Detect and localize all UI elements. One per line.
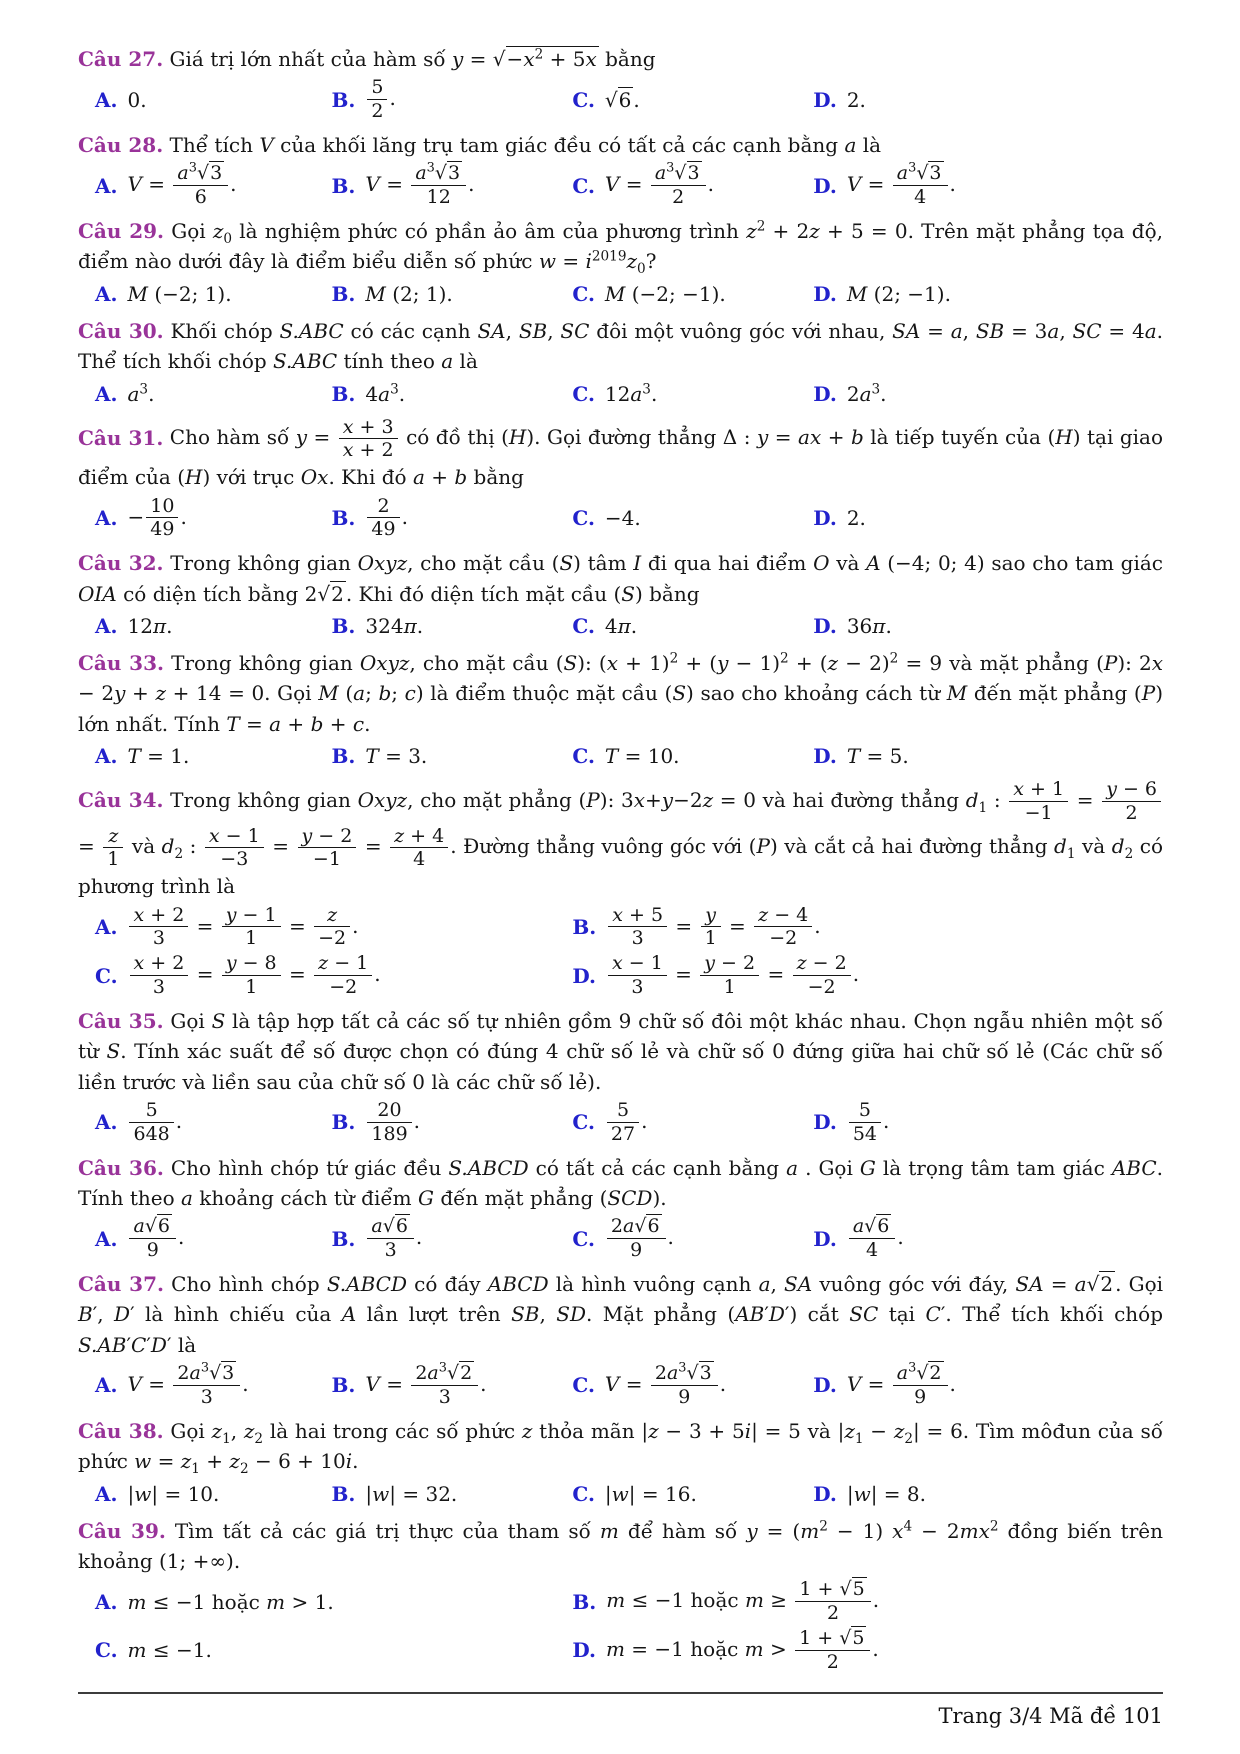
option-letter: B. [331,1373,356,1398]
option-letter: A. [95,914,118,939]
option-A [78,904,555,951]
question-number: Câu 38. [78,1418,164,1443]
question-number: Câu 39. [78,1518,166,1543]
question [78,1269,1163,1409]
option-D [796,1362,1163,1409]
question [78,1006,1163,1146]
option-content: $\frac{x + 2}{3}$ = $\frac{y - 1}{1}$ = $\frac{z}{-2}$ . [127,904,358,951]
option-letter: C. [572,1110,595,1135]
options [78,1099,1163,1146]
option-B [315,379,556,409]
option-content: 0. [127,87,147,112]
option-letter: B. [331,1110,356,1135]
option-C [555,1099,796,1146]
option-letter: C. [572,744,595,769]
page-number-label: Trang 3/4 Mã đề 101 [938,1704,1163,1728]
question-text: Cho hàm số y = $\frac{x + 3}{x + 2}$ có đồ thị (H). Gọi đường thẳng Δ : y = ax + b là tiếp tuyến của (H) tại giao điểm của (H) với trục Ox. Khi đó a + b bằng [78,415,1163,490]
options [78,741,1163,771]
option-letter: C. [572,505,595,530]
option-letter: C. [572,173,595,198]
option-content: 2. [846,87,866,112]
options [78,495,1163,542]
option-letter: A. [95,1226,118,1251]
option-content: M (2; −1). [846,281,951,306]
option-D [796,611,1163,641]
option-A [78,1479,315,1509]
question-text: Thể tích V của khối lăng trụ tam giác đều có tất cả các cạnh bằng a là [163,132,882,157]
option-A [78,611,315,641]
question-number: Câu 34. [78,787,164,812]
option-letter: C. [572,281,595,306]
option-content: M (2; 1). [365,281,453,306]
option-A [78,76,315,123]
question [78,316,1163,409]
option-content: T = 10. [604,744,680,769]
option-content: m ≤ −1. [127,1638,212,1663]
option-content: $12a^3$. [604,380,658,406]
option-content: 324π. [365,613,424,638]
question-body [78,130,1163,160]
option-content: $\frac{2}{49}$ . [365,495,408,542]
question-number: Câu 33. [78,650,164,675]
option-content: $\frac{x + 5}{3}$ = $\frac{y}{1}$ = $\frac{z - 4}{-2}$ . [606,904,820,951]
option-content: √6 . [604,87,640,112]
question-text: Gọi $z_1$, $z_2$ là hai trong các số phức z thỏa mãn |z − 3 + 5i| = 5 và $|z_1 - z_2| = 6$. Tìm môđun của số phức $w = z_1 + z_2 - 6 + 10i$. [78,1418,1163,1478]
option-content: 12π. [127,613,173,638]
option-D [796,76,1163,123]
footer-divider [78,1692,1163,1694]
option-content: $\frac{x + 2}{3}$ = $\frac{y - 8}{1}$ = $\frac{z - 1}{-2}$ . [128,952,381,999]
option-letter: D. [813,381,837,406]
option-letter: A. [95,87,118,112]
options [78,904,1163,999]
option-letter: C. [572,87,595,112]
option-letter: C. [572,1373,595,1398]
option-A [78,379,315,409]
option-C [78,1627,555,1674]
option-letter: B. [331,281,356,306]
option-content: $\frac{5}{54}$ . [847,1099,890,1146]
question-number: Câu 29. [78,218,165,243]
option-content: 36π. [846,613,892,638]
question-text: Gọi $z_0$ là nghiệm phức có phần ảo âm của phương trình $z^2 + 2z + 5 = 0$. Trên mặt phẳng tọa độ, điểm nào dưới đây là điểm biểu diễn số phức $w = i^{2019}z_0$? [78,218,1164,278]
question-number: Câu 30. [78,318,164,343]
option-content: V = $\frac{2a^3√3}{3}$ . [127,1360,249,1408]
option-letter: B. [331,1226,356,1251]
option-B [315,1362,556,1409]
option-content: $4a^3$. [365,380,406,406]
options [78,1362,1163,1409]
option-content: V = $\frac{a^3√2}{9}$ . [846,1360,956,1408]
question [78,216,1163,309]
question-text: Trong không gian Oxyz, cho mặt cầu (S) tâm I đi qua hai điểm O và A (−4; 0; 4) sao cho tam giác OIA có diện tích bằng 2√2 . Khi đó diện tích mặt cầu (S) bằng [78,551,1163,606]
question-body [78,548,1163,609]
page-footer [78,1692,1163,1754]
option-content: m ≤ −1 hoặc m ≥ $\frac{1 + √5}{2}$ . [606,1578,880,1625]
option-B [315,76,556,123]
question-body [78,1006,1163,1097]
option-content: $\frac{5}{2}$ . [365,76,395,123]
option-letter: A. [95,1373,118,1398]
option-content: m = −1 hoặc m > $\frac{1 + √5}{2}$ . [605,1626,879,1673]
option-letter: A. [95,1589,118,1614]
option-content: V = $\frac{a^3√3}{6}$ . [127,161,237,209]
option-D [796,279,1163,309]
option-B [555,1578,1163,1625]
option-content: $\frac{2a√6}{9}$ . [605,1215,674,1262]
question-body [78,44,1163,74]
option-D [796,741,1163,771]
option-C [555,1362,796,1409]
option-D [796,162,1163,209]
option-B [315,495,556,542]
question [78,130,1163,209]
option-letter: D. [813,744,837,769]
option-D [555,952,1163,999]
option-C [555,1215,796,1262]
option-A [78,279,315,309]
question-number: Câu 36. [78,1155,164,1180]
option-content: |w| = 8. [846,1481,926,1506]
question-text: Trong không gian Oxyz, cho mặt phẳng (P): 3x+y−2z = 0 và hai đường thẳng $d_1$ : $\frac{x + 1}{-1}$ = $\frac{y - 6}{2}$ = $\frac{z}{1}$ và $d_2$ : $\frac{x - 1}{-3}$ = $\frac{y - 2}{-1}$ = $\frac{z + 4}{4}$ . Đường thẳng vuông góc với (P) và cắt cả hai đường thẳng $d_1$ và $d_2$ có phương trình là [78,778,1163,899]
option-C [555,379,796,409]
option-D [555,1627,1163,1674]
option-content: V = $\frac{a^3√3}{12}$ . [365,161,475,209]
question-body [78,778,1163,902]
question-text: Trong không gian Oxyz, cho mặt cầu (S): $(x + 1)^2 + (y - 1)^2 + (z - 2)^2 = 9$ và mặt phẳng (P): 2x − 2y + z + 14 = 0. Gọi M (a; b; c) là điểm thuộc mặt cầu (S) sao cho khoảng cách từ M đến mặt phẳng (P) lớn nhất. Tính T = a + b + c. [78,650,1164,736]
option-content: |w| = 10. [127,1481,220,1506]
question [78,1416,1163,1509]
option-content: T = 5. [846,744,909,769]
option-C [555,611,796,641]
options [78,1215,1163,1262]
option-letter: D. [813,281,837,306]
option-C [555,1479,796,1509]
option-content: −4. [604,505,641,530]
option-letter: D. [813,613,837,638]
question-number: Câu 31. [78,425,164,450]
question [78,548,1163,641]
option-B [315,279,556,309]
option-letter: A. [95,613,118,638]
option-B [315,1479,556,1509]
options [78,162,1163,209]
option-letter: B. [572,1589,597,1614]
option-B [315,162,556,209]
question [78,416,1163,542]
option-A [78,162,315,209]
option-letter: A. [95,1110,118,1135]
option-A [78,741,315,771]
option-D [796,1099,1163,1146]
question-text: Khối chóp S.ABC có các cạnh SA, SB, SC đôi một vuông góc với nhau, SA = a, SB = 3a, SC = 4a. Thể tích khối chóp S.ABC tính theo a là [78,318,1163,374]
option-letter: A. [95,281,118,306]
option-content: V = $\frac{a^3√3}{4}$ . [846,161,956,209]
option-letter: C. [572,1481,595,1506]
options [78,1479,1163,1509]
question-body [78,316,1163,377]
option-letter: D. [813,505,837,530]
question-number: Câu 27. [78,47,164,71]
options [78,1578,1163,1673]
option-C [555,279,796,309]
option-letter: A. [95,381,118,406]
question-body [78,1516,1163,1577]
option-content: $\frac{5}{648}$ . [127,1099,182,1146]
question-text: Cho hình chóp S.ABCD có đáy ABCD là hình vuông cạnh a, SA vuông góc với đáy, SA = a√2 . Gọi B′, D′ là hình chiếu của A lần lượt trên SB, SD. Mặt phẳng (AB′D′) cắt SC tại C′. Thể tích khối chóp S.AB′C′D′ là [78,1271,1164,1357]
option-content: 2. [846,505,866,530]
question-number: Câu 37. [78,1271,164,1296]
option-D [796,1215,1163,1262]
option-letter: B. [331,1481,356,1506]
option-content: M (−2; 1). [127,281,232,306]
question-text: Cho hình chóp tứ giác đều S.ABCD có tất cả các cạnh bằng a . Gọi G là trọng tâm tam giác ABC. Tính theo a khoảng cách từ điểm G đến mặt phẳng (SCD). [78,1155,1164,1210]
option-content: m ≤ −1 hoặc m > 1. [127,1589,334,1614]
question-number: Câu 35. [78,1008,164,1033]
option-A [78,1099,315,1146]
option-content: 4π. [604,613,638,638]
option-content: $2a^3$. [846,380,887,406]
question-text: Giá trị lớn nhất của hàm số $y = √-x^2 + 5x$ bằng [163,46,656,71]
option-letter: C. [572,381,595,406]
option-letter: D. [813,1373,837,1398]
question-number: Câu 32. [78,551,164,576]
option-B [315,741,556,771]
option-A [78,1578,555,1625]
option-letter: D. [572,963,596,988]
option-C [555,162,796,209]
option-content: V = $\frac{a^3√3}{2}$ . [604,161,714,209]
question-body [78,1269,1163,1360]
question [78,778,1163,999]
option-letter: B. [331,173,356,198]
option-letter: D. [813,1481,837,1506]
option-letter: D. [572,1638,596,1663]
option-D [796,495,1163,542]
option-letter: B. [331,381,356,406]
question-body [78,1153,1163,1214]
option-letter: A. [95,744,118,769]
option-content: $\frac{5}{27}$ . [605,1099,648,1146]
option-content: M (−2; −1). [604,281,726,306]
option-content: $\frac{a√6}{4}$ . [847,1215,904,1262]
option-D [796,379,1163,409]
options [78,279,1163,309]
option-letter: B. [331,613,356,638]
option-B [315,1099,556,1146]
option-A [78,1362,315,1409]
option-B [315,611,556,641]
option-content: $\frac{20}{189}$ . [365,1099,420,1146]
option-content: V = $\frac{2a^3√2}{3}$ . [365,1360,487,1408]
option-C [78,952,555,999]
option-letter: C. [572,1226,595,1251]
options [78,379,1163,409]
question-body [78,216,1163,277]
option-content: $\frac{x - 1}{3}$ = $\frac{y - 2}{1}$ = $\frac{z - 2}{-2}$ . [606,952,859,999]
question [78,1153,1163,1262]
option-content: $\frac{a√6}{9}$ . [127,1215,184,1262]
option-content: V = $\frac{2a^3√3}{9}$ . [604,1360,727,1408]
option-letter: B. [331,505,356,530]
option-content: T = 3. [365,744,428,769]
question [78,1516,1163,1674]
question-body [78,1416,1163,1477]
question-text: Gọi S là tập hợp tất cả các số tự nhiên gồm 9 chữ số đôi một khác nhau. Chọn ngẫu nhiên một số từ S. Tính xác suất để số được chọn có đúng 4 chữ số lẻ và chữ số 0 đứng giữa hai chữ số lẻ (Các chữ số liền trước và liền sau của chữ số 0 là các chữ số lẻ). [78,1008,1163,1094]
option-letter: A. [95,505,118,530]
question-body [78,416,1163,493]
option-A [78,495,315,542]
option-content: |w| = 32. [365,1481,458,1506]
options [78,76,1163,123]
option-B [555,904,1163,951]
option-content: − $\frac{10}{49}$ . [127,494,187,541]
option-C [555,741,796,771]
option-letter: A. [95,1481,118,1506]
option-letter: D. [813,1110,837,1135]
option-letter: D. [813,173,837,198]
option-C [555,495,796,542]
option-letter: B. [331,87,356,112]
question [78,648,1163,771]
question [78,44,1163,123]
question-number: Câu 28. [78,132,164,157]
option-letter: D. [813,87,837,112]
question-body [78,648,1163,739]
option-B [315,1215,556,1262]
option-letter: B. [572,914,597,939]
option-C [555,76,796,123]
option-letter: B. [331,744,356,769]
questions [78,44,1163,1692]
option-letter: A. [95,173,118,198]
option-content: $\frac{a√6}{3}$ . [365,1215,422,1262]
option-letter: D. [813,1226,837,1251]
question-text: Tìm tất cả các giá trị thực của tham số m để hàm số $y = (m^2 - 1) x^4 - 2mx^2$ đồng biến trên khoảng (1; +∞). [78,1517,1163,1573]
options [78,611,1163,641]
option-content: |w| = 16. [604,1481,697,1506]
option-content: T = 1. [127,744,190,769]
option-A [78,1215,315,1262]
option-letter: C. [572,613,595,638]
option-letter: C. [95,963,118,988]
option-letter: C. [95,1638,118,1663]
option-D [796,1479,1163,1509]
option-content: $a^3$. [127,380,155,406]
